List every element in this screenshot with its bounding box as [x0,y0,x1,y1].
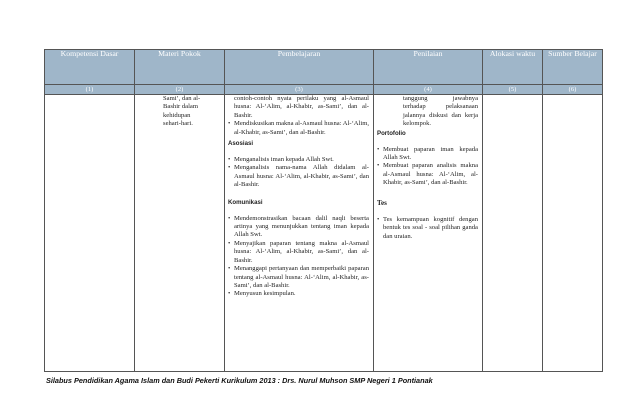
komunikasi-list [228,215,369,299]
list-item: • Menyajikan paparan tentang makna al-Asmaul husna: Al-‘Alim, al-Khabir, as-Sami’, dan al-Bashir. [228,240,369,265]
column-number: (2) [135,85,225,95]
materi-line: sehari-hari. [163,120,193,128]
materi-line: kehidupan [163,111,191,119]
list-item: • Membuat paparan analisis makna al-Asmaul husna: Al-‘Alim, al-Khabir, as-Sami’, dan al-Bashir. [377,162,478,187]
penilaian-cell [374,95,483,372]
content-row [45,95,603,372]
list-item: • Mendiskusikan makna al-Asmaul husna: Al-‘Alim, al-Khabir, as-Sami’, dan al-Bashir. [228,120,369,137]
materi-cell [135,95,225,372]
pembelajaran-cell [225,95,374,372]
syllabus-table [44,49,603,372]
header-materi-pokok: Materi Pokok [135,50,225,85]
column-number: (3) [225,85,374,95]
list-item: • Menganalisis iman kepada Allah Swt. [228,156,369,164]
materi-line: Sami’, dan al- [163,95,201,102]
header-kompetensi-dasar: Kompetensi Dasar [45,50,135,85]
column-number: (4) [374,85,483,95]
penilaian-continued-text: tanggung jawabnya terhadap pelaksanaan jalannya diskusi dan kerja kelompok. [403,95,478,128]
tes-label: Tes [377,198,387,207]
header-pembelajaran: Pembelajaran [225,50,374,85]
header-alokasi-waktu: Alokasi waktu [483,50,543,85]
list-item: • Menganalisis nama-nama Allah didalam al-Asmaul husna: Al-‘Alim, al-Khabir, as-Sami’, dan al-Bashir. [228,164,369,189]
asosiasi-list [228,156,369,190]
column-number: (1) [45,85,135,95]
page-footer: Silabus Pendidikan Agama Islam dan Budi Pekerti Kurikulum 2013 : Drs. Nurul Muhson SMP Negeri 1 Pontianak [46,376,433,385]
kompetensi-cell [45,95,135,372]
tes-list [377,216,478,241]
list-item: • Membuat paparan iman kepada Allah Swt. [377,146,478,163]
alokasi-cell [483,95,543,372]
column-number-row [45,85,603,95]
header-sumber-belajar: Sumber Belajar [543,50,603,85]
list-item: • Menyusun kesimpulan. [228,290,369,298]
list-item: • Mendemonstrasikan bacaan dalil naqli beserta artinya yang menunjukkan tentang iman kepada Allah Swt. [228,215,369,240]
portofolio-label: Portofolio [377,129,406,137]
portofolio-list [377,146,478,188]
materi-line: Bashir dalam [163,103,198,111]
list-item: • Tes kemampuan kognitif dengan bentuk tes soal - soal pilihan ganda dan uraian. [377,216,478,241]
column-number: (6) [543,85,603,95]
column-number: (5) [483,85,543,95]
pembelajaran-continued-text: contoh-contoh nyata perilaku yang al-Asmaul husna: Al-‘Alim, al-Khabir, as-Sami’, dan al-Bashir. [234,95,369,119]
list-item: • Menanggapi pertanyaan dan memperbaiki paparan tentang al-Asmaul husna: Al-‘Alim, al-Khabir, as-Sami’, dan al-Bashir. [228,265,369,290]
sumber-cell [543,95,603,372]
header-penilaian: Penilaian [374,50,483,85]
header-row [45,50,603,85]
komunikasi-label: Komunikasi [228,198,263,206]
pembelajaran-top-list [228,120,369,137]
asosiasi-label: Asosiasi [228,140,254,148]
